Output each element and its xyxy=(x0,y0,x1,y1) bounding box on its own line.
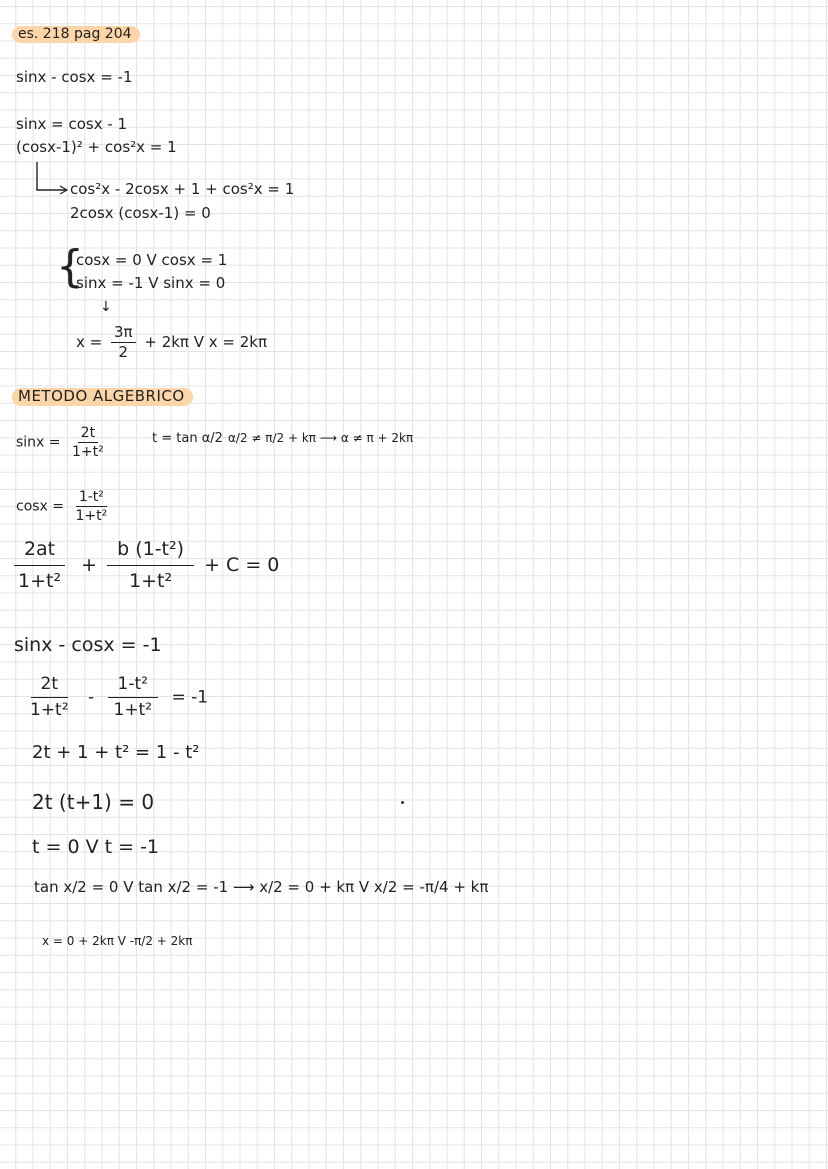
general-numerator-1: 2at xyxy=(14,540,65,566)
equation-factored: 2cosx (cosx-1) = 0 xyxy=(70,204,211,222)
general-numerator-2: b (1-t²) xyxy=(107,540,194,566)
step-factored: 2t (t+1) = 0 xyxy=(32,790,155,814)
sin-numerator: 2t xyxy=(78,426,98,443)
sin-substitution xyxy=(16,426,111,459)
general-equation xyxy=(4,540,279,591)
equation-original: sinx - cosx = -1 xyxy=(16,68,133,86)
cos-lhs: cosx = xyxy=(16,498,65,515)
system-brace: { xyxy=(56,241,84,292)
rewritten-minus: - xyxy=(87,687,95,708)
rewritten-fraction-1 xyxy=(20,676,79,719)
general-rest: + C = 0 xyxy=(204,554,280,576)
rewritten-rest: = -1 xyxy=(171,687,209,708)
general-plus: + xyxy=(81,554,98,576)
cos-fraction xyxy=(72,490,110,523)
t-condition: α/2 ≠ π/2 + kπ ⟶ α ≠ π + 2kπ xyxy=(228,431,414,445)
t-definition: t = tan α/2 xyxy=(152,431,223,446)
solution-prefix: x = xyxy=(76,333,103,351)
step-final-solution: x = 0 + 2kπ V -π/2 + 2kπ xyxy=(42,934,193,948)
solution-rest: + 2kπ V x = 2kπ xyxy=(144,333,267,351)
cos-substitution xyxy=(16,490,114,523)
step-simplified: 2t + 1 + t² = 1 - t² xyxy=(32,742,200,763)
solution-numerator: 3π xyxy=(111,325,136,343)
solution-fraction xyxy=(111,325,136,360)
equation-expanded: cos²x - 2cosx + 1 + cos²x = 1 xyxy=(70,180,295,198)
rewritten-numerator-2: 1-t² xyxy=(108,676,158,698)
sin-denominator: 1+t² xyxy=(71,444,104,460)
general-fraction-2 xyxy=(107,540,194,591)
step-roots: t = 0 V t = -1 xyxy=(32,836,160,858)
stray-dot xyxy=(401,801,404,804)
cos-numerator: 1-t² xyxy=(76,490,107,507)
rewritten-denominator-2: 1+t² xyxy=(113,700,153,720)
system-cos-line: cosx = 0 V cosx = 1 xyxy=(76,251,228,269)
general-fraction-1 xyxy=(8,540,71,591)
rewritten-denominator-1: 1+t² xyxy=(30,700,69,720)
general-denominator-2: 1+t² xyxy=(129,570,173,592)
equation-squared: (cosx-1)² + cos²x = 1 xyxy=(16,138,177,156)
exercise-label: es. 218 pag 204 xyxy=(12,26,140,43)
cos-denominator: 1+t² xyxy=(75,508,108,524)
system-sin-line: sinx = -1 V sinx = 0 xyxy=(76,274,226,292)
rewritten-equation xyxy=(16,676,208,719)
down-arrow: ↓ xyxy=(100,299,112,315)
sin-fraction xyxy=(69,426,107,459)
equation-main: sinx - cosx = -1 xyxy=(14,634,162,656)
general-denominator-1: 1+t² xyxy=(18,570,62,592)
sin-lhs: sinx = xyxy=(16,434,61,451)
section-title: METODO ALGEBRICO xyxy=(12,388,193,406)
solution-line xyxy=(76,325,267,360)
step-tangent: tan x/2 = 0 V tan x/2 = -1 ⟶ x/2 = 0 + kπ V x/2 = -π/4 + kπ xyxy=(34,878,489,896)
rewritten-numerator-1: 2t xyxy=(31,676,68,698)
solution-denominator: 2 xyxy=(118,343,129,361)
equation-isolate-sin: sinx = cosx - 1 xyxy=(16,115,128,133)
rewritten-fraction-2 xyxy=(104,676,163,719)
